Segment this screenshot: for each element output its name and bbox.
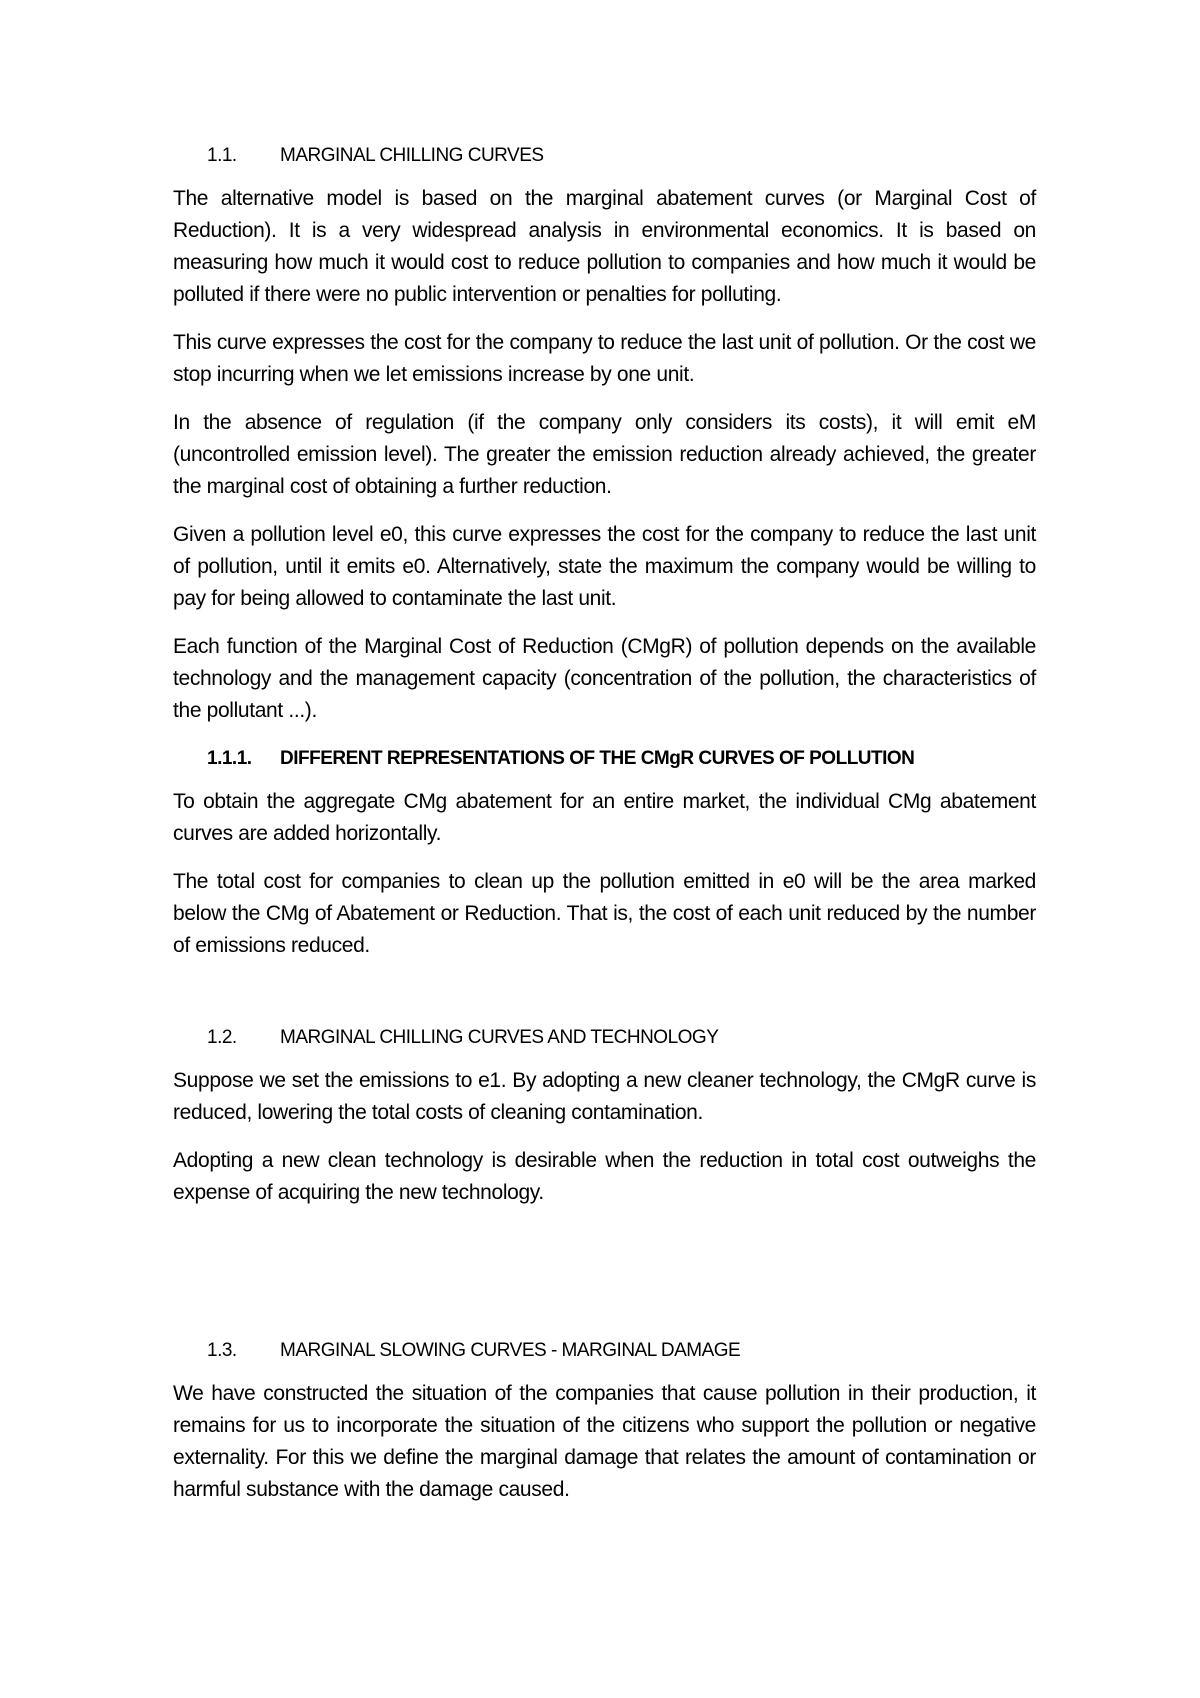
paragraph: Adopting a new clean technology is desirable when the reduction in total cost outweighs the expense of acquiring the new technology. bbox=[173, 1149, 1036, 1204]
paragraph: To obtain the aggregate CMg abatement for an entire market, the individual CMg abatement curves are added horizontally. bbox=[173, 790, 1036, 845]
section-title: MARGINAL SLOWING CURVES - MARGINAL DAMAGE bbox=[280, 1340, 741, 1361]
section-heading-1-3 bbox=[173, 1335, 1036, 1367]
paragraph: The total cost for companies to clean up the pollution emitted in e0 will be the area marked below the CMg of Abatement or Reduction. That is, the cost of each unit reduced by the number of emissions reduced. bbox=[173, 870, 1036, 957]
section-number: 1.1.1. bbox=[207, 748, 252, 769]
section-number: 1.3. bbox=[207, 1340, 237, 1361]
paragraph: Suppose we set the emissions to e1. By adopting a new cleaner technology, the CMgR curve is reduced, lowering the total costs of cleaning contamination. bbox=[173, 1069, 1036, 1124]
blank-space bbox=[173, 978, 1036, 1022]
section-title: MARGINAL CHILLING CURVES AND TECHNOLOGY bbox=[280, 1027, 719, 1048]
section-heading-1-1 bbox=[173, 140, 1036, 172]
paragraph: This curve expresses the cost for the company to reduce the last unit of pollution. Or the cost we stop incurring when we let emissions increase by one unit. bbox=[173, 331, 1036, 386]
paragraph: The alternative model is based on the marginal abatement curves (or Marginal Cost of Reduction). It is a very widespread analysis in environmental economics. It is based on measuring how much it would cost to reduce pollution to companies and how much it would be polluted if there were no public intervention or penalties for polluting. bbox=[173, 187, 1036, 306]
paragraph: We have constructed the situation of the companies that cause pollution in their production, it remains for us to incorporate the situation of the citizens who support the pollution or negative externality. For this we define the marginal damage that relates the amount of contamination or harmful substance with the damage caused. bbox=[173, 1382, 1036, 1501]
section-heading-1-2 bbox=[173, 1022, 1036, 1054]
paragraph: Each function of the Marginal Cost of Reduction (CMgR) of pollution depends on the available technology and the management capacity (concentration of the pollution, the characteristics of the pollutant ...). bbox=[173, 635, 1036, 722]
section-number: 1.1. bbox=[207, 145, 237, 166]
blank-space bbox=[173, 1225, 1036, 1335]
paragraph: Given a pollution level e0, this curve expresses the cost for the company to reduce the last unit of pollution, until it emits e0. Alternatively, state the maximum the company would be willing to pay for being allowed to contaminate the last unit. bbox=[173, 523, 1036, 610]
section-title: MARGINAL CHILLING CURVES bbox=[280, 145, 544, 166]
document-page bbox=[173, 140, 1036, 1522]
section-heading-1-1-1 bbox=[173, 743, 1036, 775]
paragraph: In the absence of regulation (if the company only considers its costs), it will emit eM (uncontrolled emission level). The greater the emission reduction already achieved, the greater the marginal cost of obtaining a further reduction. bbox=[173, 411, 1036, 498]
section-title: DIFFERENT REPRESENTATIONS OF THE CMgR CURVES OF POLLUTION bbox=[280, 748, 915, 769]
section-number: 1.2. bbox=[207, 1027, 237, 1048]
